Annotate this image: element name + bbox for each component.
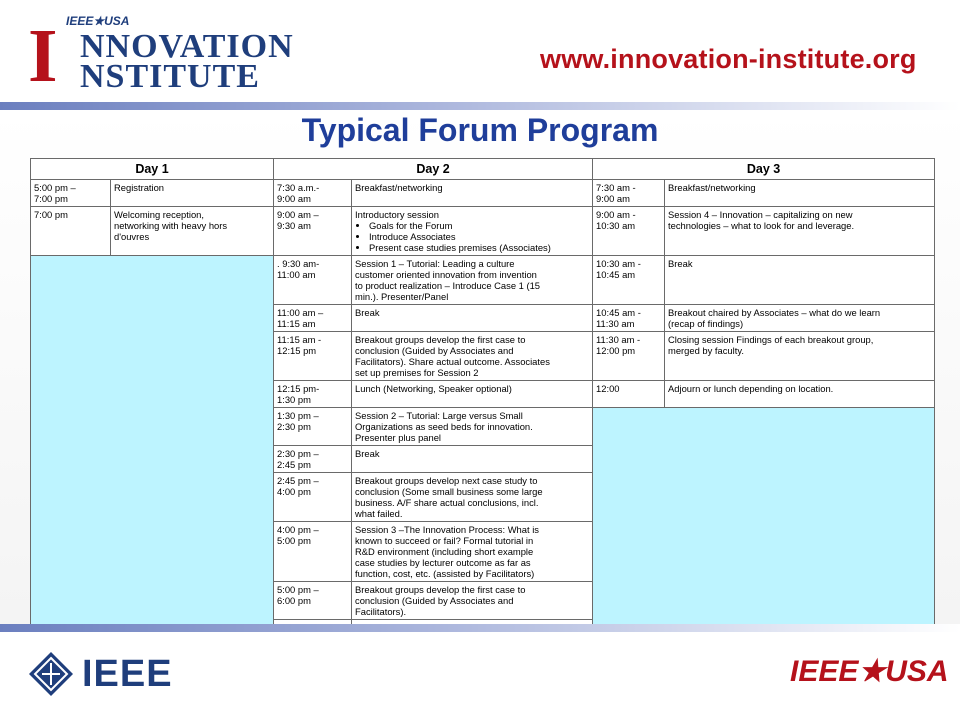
day-header-row bbox=[31, 159, 935, 180]
bottom-divider-bar bbox=[0, 624, 960, 632]
schedule-table bbox=[30, 158, 935, 636]
logo-line2: NSTITUTE bbox=[80, 58, 260, 95]
day2-time: 7:30 a.m.- 9:00 am bbox=[274, 180, 352, 207]
day2-event: Breakout groups develop the first case to conclusion (Guided by Associates and Facilitators). Share actual outcome. Associates set up premises for Session 2 bbox=[352, 332, 593, 381]
intro-session-bullets bbox=[355, 220, 589, 253]
day1-event: Welcoming reception, networking with heavy hors d'ouvres bbox=[111, 207, 274, 256]
ieee-usa-logo bbox=[790, 652, 949, 696]
ieee-usa-wordmark: IEEE★USA bbox=[790, 655, 949, 688]
list-item: • Introduce Associates bbox=[369, 231, 589, 242]
day2-event: Session 1 – Tutorial: Leading a culture customer oriented innovation from invention to product realization – Introduce Case 1 (15 min.). Presenter/Panel bbox=[352, 256, 593, 305]
table-row bbox=[31, 207, 935, 256]
day2-event: Breakfast/networking bbox=[352, 180, 593, 207]
day2-time: 12:15 pm- 1:30 pm bbox=[274, 381, 352, 408]
list-item: • Goals for the Forum bbox=[369, 220, 589, 231]
day2-time: 2:45 pm – 4:00 pm bbox=[274, 473, 352, 522]
day1-header: Day 1 bbox=[31, 159, 274, 180]
day2-event bbox=[352, 207, 593, 256]
day2-event: Break bbox=[352, 305, 593, 332]
day2-event: Lunch (Networking, Speaker optional) bbox=[352, 381, 593, 408]
day2-event: Session 2 – Tutorial: Large versus Small Organizations as seed beds for innovation. Presenter plus panel bbox=[352, 408, 593, 446]
logo-big-letter: I bbox=[28, 14, 58, 98]
day1-empty-cell bbox=[31, 256, 274, 636]
day3-event: Breakfast/networking bbox=[665, 180, 935, 207]
day1-time: 5:00 pm – 7:00 pm bbox=[31, 180, 111, 207]
day3-event: Session 4 – Innovation – capitalizing on new technologies – what to look for and leverage. bbox=[665, 207, 935, 256]
day3-event: Break bbox=[665, 256, 935, 305]
day3-event: Breakout chaired by Associates – what do we learn (recap of findings) bbox=[665, 305, 935, 332]
day2-time: 5:00 pm – 6:00 pm bbox=[274, 582, 352, 620]
website-url: www.innovation-institute.org bbox=[540, 44, 917, 74]
intro-session-label: Introductory session bbox=[355, 209, 439, 220]
day2-time: . 9:30 am- 11:00 am bbox=[274, 256, 352, 305]
day1-event: Registration bbox=[111, 180, 274, 207]
day3-time: 9:00 am - 10:30 am bbox=[593, 207, 665, 256]
table-row bbox=[31, 256, 935, 305]
day3-event: Closing session Findings of each breakout group, merged by faculty. bbox=[665, 332, 935, 381]
day3-time: 10:45 am - 11:30 am bbox=[593, 305, 665, 332]
innovation-institute-logo bbox=[22, 14, 294, 98]
day2-event: Breakout groups develop next case study to conclusion (Some small business some large business. A/F share actual conclusions, incl. what failed. bbox=[352, 473, 593, 522]
ieee-wordmark: IEEE bbox=[82, 653, 173, 695]
day2-time: 11:00 am – 11:15 am bbox=[274, 305, 352, 332]
day2-time: 2:30 pm – 2:45 pm bbox=[274, 446, 352, 473]
logo-tag: IEEE★USA bbox=[66, 14, 130, 28]
day3-event: Adjourn or lunch depending on location. bbox=[665, 381, 935, 408]
ieee-logo bbox=[26, 649, 186, 699]
page-title: Typical Forum Program bbox=[301, 112, 659, 148]
schedule-table-container bbox=[30, 158, 934, 622]
list-item: • Present case studies premises (Associates) bbox=[369, 242, 589, 253]
top-divider-bar bbox=[0, 102, 960, 110]
day3-time: 11:30 am - 12:00 pm bbox=[593, 332, 665, 381]
day2-header: Day 2 bbox=[274, 159, 593, 180]
day3-header: Day 3 bbox=[593, 159, 935, 180]
day1-time: 7:00 pm bbox=[31, 207, 111, 256]
table-row bbox=[31, 180, 935, 207]
day3-time: 10:30 am - 10:45 am bbox=[593, 256, 665, 305]
day2-time: 4:00 pm – 5:00 pm bbox=[274, 522, 352, 582]
day3-time: 7:30 am - 9:00 am bbox=[593, 180, 665, 207]
day2-time: 9:00 am – 9:30 am bbox=[274, 207, 352, 256]
day2-time: 11:15 am - 12:15 pm bbox=[274, 332, 352, 381]
ieee-diamond-icon bbox=[28, 651, 74, 697]
logo-line1: NNOVATION bbox=[80, 28, 294, 65]
header bbox=[0, 0, 960, 110]
day3-time: 12:00 bbox=[593, 381, 665, 408]
day3-empty-cell bbox=[593, 408, 935, 636]
day2-time: 1:30 pm – 2:30 pm bbox=[274, 408, 352, 446]
day2-event: Break bbox=[352, 446, 593, 473]
day2-event: Breakout groups develop the first case to conclusion (Guided by Associates and Facilitators). bbox=[352, 582, 593, 620]
day2-event: Session 3 –The Innovation Process: What is known to succeed or fail? Formal tutorial in R&D environment (including short example case studies by lecturer outcome as far as function, cost, etc. (assisted by Facilitators) bbox=[352, 522, 593, 582]
